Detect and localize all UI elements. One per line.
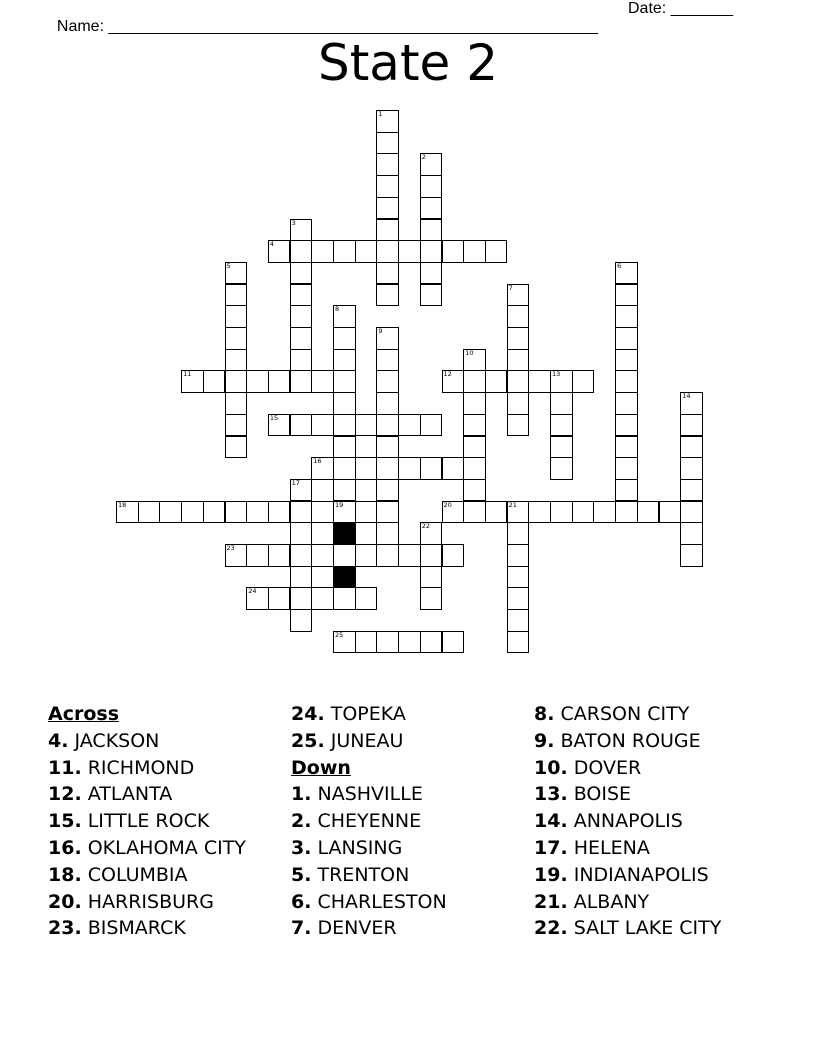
grid-cell[interactable]: [268, 414, 291, 437]
grid-cell[interactable]: [333, 436, 356, 459]
grid-cell[interactable]: [615, 262, 638, 285]
date-field[interactable]: Date: _______: [628, 0, 733, 17]
grid-cell[interactable]: [659, 501, 682, 524]
clue-column-1: [48, 701, 288, 942]
grid-cell[interactable]: [246, 370, 269, 393]
grid-block: [333, 522, 356, 545]
grid-cell[interactable]: [376, 479, 399, 502]
grid-cell[interactable]: [507, 522, 530, 545]
grid-cell[interactable]: [485, 240, 508, 263]
clue-number: 1: [378, 110, 383, 118]
clue-across-18: 18. COLUMBIA: [48, 863, 188, 886]
grid-cell[interactable]: [420, 284, 443, 307]
grid-cell[interactable]: [463, 240, 486, 263]
grid-cell[interactable]: [311, 414, 334, 437]
grid-cell[interactable]: [203, 370, 226, 393]
grid-cell[interactable]: [290, 284, 313, 307]
clue-number: 8: [335, 305, 340, 314]
grid-cell[interactable]: [246, 587, 269, 610]
grid-cell[interactable]: [333, 457, 356, 480]
grid-cell[interactable]: [420, 414, 443, 437]
grid-cell[interactable]: [225, 349, 248, 372]
grid-cell[interactable]: [181, 370, 204, 393]
clue-number: 24: [248, 587, 257, 596]
grid-cell[interactable]: [116, 501, 139, 524]
grid-cell[interactable]: [507, 566, 530, 589]
grid-cell[interactable]: [333, 414, 356, 437]
grid-cell[interactable]: [463, 392, 486, 415]
grid-cell[interactable]: [246, 501, 269, 524]
grid-cell[interactable]: [615, 392, 638, 415]
grid-cell[interactable]: [398, 544, 421, 567]
grid-cell[interactable]: [311, 544, 334, 567]
grid-cell[interactable]: [680, 501, 703, 524]
clue-number: 10: [465, 348, 474, 357]
grid-cell[interactable]: [246, 544, 269, 567]
grid-block: [333, 566, 356, 589]
clue-number: 5: [226, 261, 231, 270]
grid-cell[interactable]: [376, 327, 399, 350]
grid-cell[interactable]: [290, 219, 313, 242]
grid-cell[interactable]: [225, 370, 248, 393]
grid-cell[interactable]: [463, 501, 486, 524]
clue-number: 9: [378, 327, 383, 335]
down-heading: Down: [291, 756, 351, 779]
grid-cell[interactable]: [290, 305, 313, 328]
grid-cell[interactable]: [420, 522, 443, 545]
grid-cell[interactable]: [550, 414, 573, 437]
grid-cell[interactable]: [507, 631, 530, 654]
grid-cell[interactable]: [290, 544, 313, 567]
grid-cell[interactable]: [376, 414, 399, 437]
grid-cell[interactable]: [376, 110, 399, 133]
grid-cell[interactable]: [290, 587, 313, 610]
clue-down-10: 10. DOVER: [534, 756, 642, 779]
grid-cell[interactable]: [615, 501, 638, 524]
clue-down-17: 17. HELENA: [534, 836, 650, 859]
clue-across-12: 12. ATLANTA: [48, 783, 173, 806]
clue-across-25: 25. JUNEAU: [291, 729, 404, 752]
grid-cell[interactable]: [333, 392, 356, 415]
grid-cell[interactable]: [507, 284, 530, 307]
clue-number: 25: [335, 630, 344, 639]
grid-cell[interactable]: [398, 240, 421, 263]
clue-across-23: 23. BISMARCK: [48, 917, 186, 940]
grid-cell[interactable]: [290, 609, 313, 632]
grid-cell[interactable]: [333, 370, 356, 393]
grid-cell[interactable]: [376, 219, 399, 242]
grid-cell[interactable]: [485, 501, 508, 524]
clue-down-22: 22. SALT LAKE CITY: [534, 917, 722, 940]
grid-cell[interactable]: [615, 284, 638, 307]
grid-cell[interactable]: [333, 501, 356, 524]
grid-cell[interactable]: [463, 370, 486, 393]
clue-down-3: 3. LANSING: [291, 836, 403, 859]
grid-cell[interactable]: [225, 305, 248, 328]
grid-cell[interactable]: [225, 436, 248, 459]
grid-cell[interactable]: [680, 457, 703, 480]
grid-cell[interactable]: [615, 305, 638, 328]
clue-number: 14: [682, 392, 691, 401]
grid-cell[interactable]: [507, 349, 530, 372]
grid-cell[interactable]: [507, 305, 530, 328]
grid-cell[interactable]: [637, 501, 660, 524]
grid-cell[interactable]: [225, 262, 248, 285]
grid-cell[interactable]: [376, 501, 399, 524]
clue-number: 18: [118, 500, 127, 509]
grid-cell[interactable]: [420, 153, 443, 176]
grid-cell[interactable]: [442, 544, 465, 567]
clue-number: 21: [508, 500, 517, 509]
grid-cell[interactable]: [376, 522, 399, 545]
grid-cell[interactable]: [376, 436, 399, 459]
grid-cell[interactable]: [442, 501, 465, 524]
grid-cell[interactable]: [311, 587, 334, 610]
clue-number: 23: [226, 544, 235, 552]
grid-cell[interactable]: [507, 544, 530, 567]
clue-down-21: 21. ALBANY: [534, 890, 650, 913]
grid-cell[interactable]: [615, 414, 638, 437]
grid-cell[interactable]: [355, 457, 378, 480]
grid-cell[interactable]: [138, 501, 161, 524]
grid-cell[interactable]: [615, 327, 638, 350]
grid-cell[interactable]: [290, 566, 313, 589]
grid-cell[interactable]: [507, 501, 530, 524]
grid-cell[interactable]: [376, 457, 399, 480]
grid-cell[interactable]: [268, 240, 291, 263]
clue-down-19: 19. INDIANAPOLIS: [534, 863, 709, 886]
grid-cell[interactable]: [376, 349, 399, 372]
grid-cell[interactable]: [615, 370, 638, 393]
grid-cell[interactable]: [398, 457, 421, 480]
grid-cell[interactable]: [181, 501, 204, 524]
grid-cell[interactable]: [507, 392, 530, 415]
grid-cell[interactable]: [225, 327, 248, 350]
clue-across-15: 15. LITTLE ROCK: [48, 810, 210, 833]
grid-cell[interactable]: [463, 436, 486, 459]
grid-cell[interactable]: [550, 501, 573, 524]
grid-cell[interactable]: [376, 544, 399, 567]
clue-down-2: 2. CHEYENNE: [291, 810, 422, 833]
grid-cell[interactable]: [290, 240, 313, 263]
grid-cell[interactable]: [507, 370, 530, 393]
grid-cell[interactable]: [550, 392, 573, 415]
grid-cell[interactable]: [333, 305, 356, 328]
clue-column-2: [291, 701, 531, 942]
puzzle-title: State 2: [317, 34, 499, 92]
clue-number: 13: [552, 370, 561, 379]
clue-number: 19: [335, 500, 344, 509]
grid-cell[interactable]: [268, 501, 291, 524]
grid-cell[interactable]: [550, 436, 573, 459]
grid-cell[interactable]: [159, 501, 182, 524]
grid-cell[interactable]: [615, 479, 638, 502]
grid-cell[interactable]: [333, 349, 356, 372]
grid-cell[interactable]: [593, 501, 616, 524]
grid-cell[interactable]: [420, 240, 443, 263]
grid-cell[interactable]: [550, 457, 573, 480]
grid-cell[interactable]: [680, 479, 703, 502]
grid-cell[interactable]: [225, 284, 248, 307]
grid-cell[interactable]: [355, 414, 378, 437]
clue-number: 17: [291, 478, 300, 487]
grid-cell[interactable]: [463, 479, 486, 502]
grid-cell[interactable]: [290, 479, 313, 502]
grid-cell[interactable]: [376, 240, 399, 263]
clue-number: 4: [269, 240, 275, 249]
clue-number: 16: [313, 457, 322, 466]
grid-cell[interactable]: [333, 544, 356, 567]
grid-cell[interactable]: [376, 197, 399, 220]
clue-number: 15: [269, 413, 279, 422]
clue-down-1: 1. NASHVILLE: [291, 783, 423, 806]
grid-cell[interactable]: [225, 414, 248, 437]
grid-cell[interactable]: [290, 414, 313, 437]
grid-cell[interactable]: [355, 501, 378, 524]
clue-number: 22: [421, 522, 431, 531]
grid-cell[interactable]: [398, 631, 421, 654]
across-heading: Across: [48, 703, 120, 725]
grid-cell[interactable]: [355, 240, 378, 263]
grid-cell[interactable]: [420, 566, 443, 589]
grid-cell[interactable]: [485, 370, 508, 393]
grid-cell[interactable]: [290, 349, 313, 372]
clue-across-20: 20. HARRISBURG: [48, 890, 214, 913]
grid-cell[interactable]: [333, 327, 356, 350]
clue-down-5: 5. TRENTON: [291, 863, 410, 886]
clue-across-11: 11. RICHMOND: [48, 756, 195, 779]
clue-down-8: 8. CARSON CITY: [534, 703, 690, 725]
grid-cell[interactable]: [268, 370, 291, 393]
grid-cell[interactable]: [376, 392, 399, 415]
grid-cell[interactable]: [680, 544, 703, 567]
grid-cell[interactable]: [311, 457, 334, 480]
grid-cell[interactable]: [615, 457, 638, 480]
grid-cell[interactable]: [333, 240, 356, 263]
clue-column-3: [534, 701, 774, 942]
grid-cell[interactable]: [463, 457, 486, 480]
grid-cell[interactable]: [311, 501, 334, 524]
clue-down-14: 14. ANNAPOLIS: [534, 810, 683, 833]
grid-cell[interactable]: [290, 327, 313, 350]
grid-cell[interactable]: [442, 370, 465, 393]
clue-number: 7: [508, 283, 513, 292]
grid-cell[interactable]: [376, 153, 399, 176]
grid-cell[interactable]: [311, 240, 334, 263]
clue-number: 6: [617, 261, 622, 270]
grid-cell[interactable]: [225, 544, 248, 567]
grid-cell[interactable]: [420, 457, 443, 480]
grid-cell[interactable]: [355, 631, 378, 654]
grid-cell[interactable]: [203, 501, 226, 524]
grid-cell[interactable]: [680, 414, 703, 437]
grid-cell[interactable]: [398, 414, 421, 437]
grid-cell[interactable]: [420, 219, 443, 242]
grid-cell[interactable]: [420, 587, 443, 610]
grid-cell[interactable]: [290, 522, 313, 545]
grid-cell[interactable]: [507, 609, 530, 632]
grid-cell[interactable]: [355, 544, 378, 567]
grid-cell[interactable]: [442, 457, 465, 480]
grid-cell[interactable]: [333, 587, 356, 610]
grid-cell[interactable]: [680, 436, 703, 459]
grid-cell[interactable]: [550, 370, 573, 393]
clue-down-9: 9. BATON ROUGE: [534, 729, 701, 752]
grid-cell[interactable]: [507, 587, 530, 610]
grid-cell[interactable]: [268, 544, 291, 567]
grid-cell[interactable]: [376, 175, 399, 198]
grid-cell[interactable]: [290, 370, 313, 393]
grid-cell[interactable]: [290, 501, 313, 524]
grid-cell[interactable]: [420, 262, 443, 285]
grid-cell[interactable]: [268, 587, 291, 610]
grid-cell[interactable]: [463, 414, 486, 437]
grid-cell[interactable]: [420, 544, 443, 567]
grid-cell[interactable]: [680, 392, 703, 415]
grid-cell[interactable]: [442, 240, 465, 263]
grid-cell[interactable]: [507, 327, 530, 350]
grid-cell[interactable]: [376, 370, 399, 393]
grid-cell[interactable]: [376, 284, 399, 307]
clue-number: 12: [443, 370, 452, 379]
grid-cell[interactable]: [333, 631, 356, 654]
clue-across-4: 4. JACKSON: [48, 729, 160, 752]
grid-cell[interactable]: [680, 522, 703, 545]
clue-down-6: 6. CHARLESTON: [291, 890, 447, 913]
clue-number: 2: [421, 153, 426, 162]
grid-cell[interactable]: [376, 262, 399, 285]
grid-cell[interactable]: [420, 175, 443, 198]
grid-cell[interactable]: [290, 262, 313, 285]
clue-number: 11: [183, 370, 192, 379]
clue-number: 20: [443, 500, 452, 509]
grid-cell[interactable]: [528, 501, 551, 524]
grid-cell[interactable]: [333, 479, 356, 502]
grid-cell[interactable]: [615, 436, 638, 459]
grid-cell[interactable]: [311, 370, 334, 393]
clue-across-16: 16. OKLAHOMA CITY: [48, 836, 246, 859]
grid-cell[interactable]: [420, 631, 443, 654]
clue-across-24: 24. TOPEKA: [291, 703, 406, 725]
grid-cell[interactable]: [420, 197, 443, 220]
clue-down-7: 7. DENVER: [291, 917, 397, 940]
grid-cell[interactable]: [572, 370, 595, 393]
grid-cell[interactable]: [225, 392, 248, 415]
name-field[interactable]: Name: _______________________________________________________: [56, 18, 598, 35]
grid-cell[interactable]: [507, 414, 530, 437]
grid-cell[interactable]: [615, 349, 638, 372]
grid-cell[interactable]: [376, 631, 399, 654]
grid-cell[interactable]: [355, 587, 378, 610]
grid-cell[interactable]: [463, 349, 486, 372]
clue-down-13: 13. BOISE: [534, 783, 632, 806]
grid-cell[interactable]: [528, 370, 551, 393]
grid-cell[interactable]: [572, 501, 595, 524]
grid-cell[interactable]: [442, 631, 465, 654]
grid-cell[interactable]: [376, 132, 399, 155]
grid-cell[interactable]: [225, 501, 248, 524]
clue-number: 3: [291, 218, 296, 227]
